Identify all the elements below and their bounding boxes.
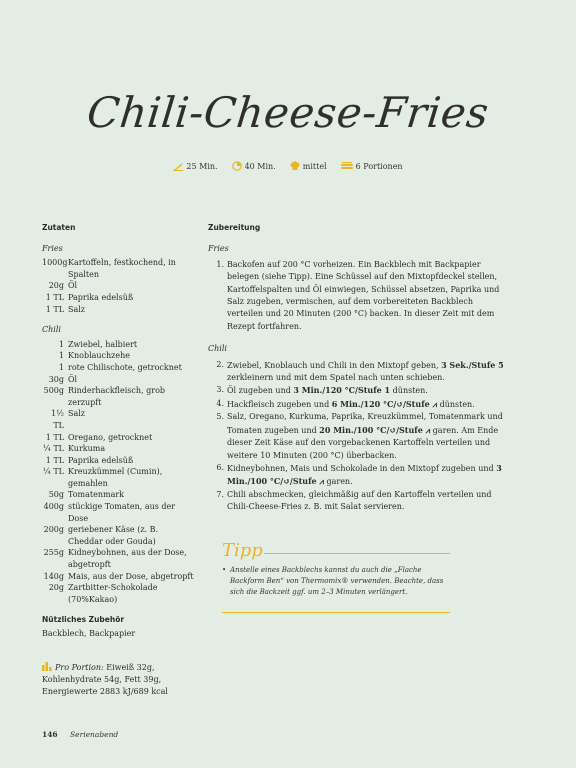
section-name: Serienabend [70,730,119,739]
chef-hat-icon [290,161,300,171]
recipe-meta [0,161,576,171]
clock-icon [232,161,242,171]
ingredient-item: 1 TL Oregano, getrocknet [45,432,153,442]
page-number: 146 [42,730,58,739]
ingredient-item: 50g Tomatenmark [48,490,125,500]
ingredient-item: 30g Öl [48,374,78,384]
tip-bullet: • [222,566,227,574]
ingredient-item: 1 Knoblauchzehe [58,351,131,361]
bar-chart-icon [42,662,53,675]
prep-time-text: 25 Min. [186,161,218,171]
preparation-group-fries: Fries [208,244,229,254]
ingredients-group-fries: Fries [42,243,63,253]
tip-divider-bottom [222,612,450,613]
step-item: 5. Salz, Oregano, Kurkuma, Paprika, Kreuzkümmel, Tomatenmark und Tomaten zugeben und 20 Min./100 °C/↺/Stufe ⩘ garen. Am Ende dieser Zeit Käse auf den vorgebackenen Kartoffeln verteilen und weitere 10 Minuten (200 °C) überbacken. [216,412,503,460]
step-item: 6. Kidneybohnen, Mais und Schokolade in den Mixtopf zugeben und 3 Min./100 °C/↺/Stufe ⩘ garen. [216,462,502,487]
steps-list-fries [208,259,508,333]
portions-icon [341,162,353,171]
step-item: 7. Chili abschmecken, gleichmäßig auf den Kartoffeln verteilen und Chili-Cheese-Fries z. B. mit Salat servieren. [216,489,492,512]
ingredient-item: 140g Mais, aus der Dose, abgetropft [43,571,194,581]
tip-label: Tipp [222,540,263,561]
step-item: 4. Hackfleisch zugeben und 6 Min./120 °C/↺/Stufe ⩘ dünsten. [216,398,475,409]
accessories-heading: Nützliches Zubehör [42,615,125,625]
page-footer [42,730,118,739]
portions [341,161,403,171]
ingredient-item: ¼ TL Kurkuma [43,444,106,454]
ingredient-item: 1 TL Salz [45,304,86,314]
preparation-heading: Zubereitung [208,223,261,232]
ingredients-column [42,222,194,697]
ingredient-item: 1 rote Chilischote, getrocknet [58,362,182,372]
ingredient-item: 500g Rinderhackfleisch, grob zerzupft [43,386,165,407]
ingredient-item: 1 TL Paprika edelsüß [45,455,134,465]
ingredients-group-chili: Chili [42,325,61,335]
prep-time [173,161,217,171]
knife-icon [173,162,183,171]
recipe-title: Chili-Cheese-Fries [84,88,492,137]
portions-text: 6 Portionen [355,161,403,171]
ingredient-item: 255g Kidneybohnen, aus der Dose, abgetropft [43,548,187,570]
ingredient-list-chili [42,339,194,606]
difficulty-text: mittel [302,161,327,171]
accessories-section [42,614,194,639]
steps-list-chili [208,359,508,514]
step-item: 2. Zwiebel, Knoblauch und Chili in den Mixtopf geben, 3 Sek./Stufe 5 zerkleinern und mit dem Spatel nach unten schieben. [216,359,504,383]
tip-text [222,565,450,598]
total-time [232,161,276,171]
step-item: 3. Öl zugeben und 3 Min./120 °C/Stufe 1 dünsten. [216,385,428,396]
nutrition-label: Pro Portion: [55,662,104,672]
tip-body: Anstelle eines Backblechs kannst du auch die „Flache Backform Ben“ von Thermomix® verwenden. Beachte, dass sich die Backzeit ggf. um 2–3 Minuten verlängert. [230,566,444,596]
tip-box [222,540,450,596]
difficulty [290,161,327,171]
ingredient-item: 200g geriebener Käse (z. B. Cheddar oder Gouda) [43,525,159,546]
ingredient-item: ¼ TL Kreuzkümmel (Cumin), gemahlen [43,467,163,488]
ingredients-heading: Zutaten [42,223,76,232]
ingredient-item: 1 Zwiebel, halbiert [58,339,138,349]
ingredient-item: 1 TL Paprika edelsüß [45,292,134,302]
ingredient-list-fries [42,257,194,315]
total-time-text: 40 Min. [244,161,276,171]
step-item: 1. Backofen auf 200 °C vorheizen. Ein Backblech mit Backpapier belegen (siehe Tipp). Eine Schüssel auf den Mixtopfdeckel stellen, Kartoffelspalten und Öl einwiegen, Schüssel absetzen, Paprika und Salz zugeben, vermischen, auf dem vorbereiteten Backblech verteilen und 20 Minuten (200 °C) backen. In dieser Zeit mit dem Rezept fortfahren. [216,259,500,331]
ingredient-item: 1000g Kartoffeln, festkochend, in Spalten [42,258,176,279]
ingredient-item: 1½ TL Salz [51,409,86,430]
tip-divider-top [264,553,450,554]
ingredient-item: 20g Zartbitter-Schokolade (70%Kakao) [48,583,158,604]
nutrition-info [42,662,194,698]
preparation-column [208,222,508,514]
accessories-text: Backblech, Backpapier [42,629,136,638]
ingredient-item: 400g stückige Tomaten, aus der Dose [43,502,176,523]
nutrition-text: Eiweiß 32g, Kohlenhydrate 54g, Fett 39g, Energiewerte 2883 kJ/689 kcal [42,662,168,696]
preparation-group-chili: Chili [208,344,227,354]
ingredient-item: 20g Öl [48,281,78,291]
